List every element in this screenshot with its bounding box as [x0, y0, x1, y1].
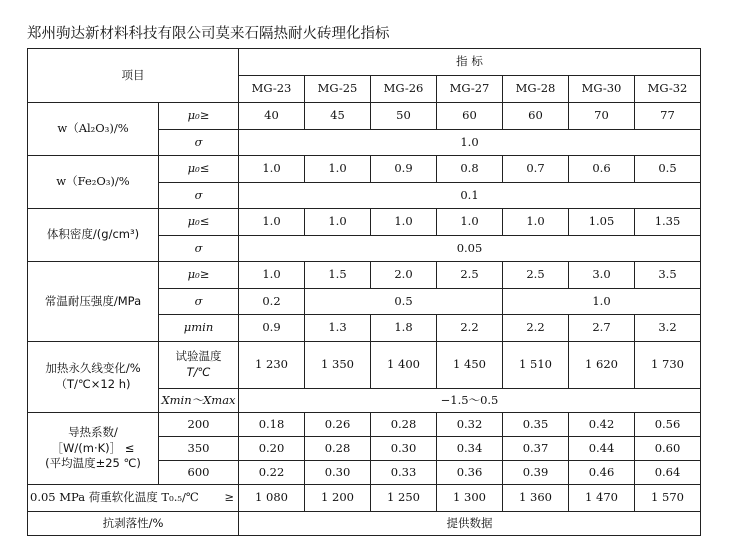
- value-cell: 1.5: [305, 262, 371, 289]
- value-cell: 1 080: [239, 485, 305, 512]
- refractoriness-symbol: ≥: [224, 490, 234, 505]
- fe2o3-sigma-value: 0.1: [239, 183, 701, 209]
- strength-sigma-value-b: 0.5: [305, 289, 503, 315]
- value-cell: 1 620: [569, 342, 635, 389]
- linear-test-temp-label: [159, 342, 239, 389]
- value-cell: 0.8: [437, 156, 503, 183]
- value-cell: 70: [569, 103, 635, 130]
- grade-header-cell: MG-23: [239, 76, 305, 103]
- conductivity-temp: 200: [159, 413, 239, 437]
- conductivity-row: [28, 413, 701, 437]
- strength-min-symbol: μmin: [159, 315, 239, 342]
- spec-table: [27, 48, 701, 536]
- al2o3-sigma-value: 1.0: [239, 130, 701, 156]
- value-cell: 0.37: [503, 437, 569, 461]
- value-cell: 3.5: [635, 262, 701, 289]
- value-cell: 0.22: [239, 461, 305, 485]
- value-cell: 77: [635, 103, 701, 130]
- value-cell: 0.36: [437, 461, 503, 485]
- value-cell: 0.28: [371, 413, 437, 437]
- value-cell: 0.32: [437, 413, 503, 437]
- strength-label: 常温耐压强度/MPa: [28, 262, 159, 342]
- value-cell: 1 350: [305, 342, 371, 389]
- value-cell: 1.0: [239, 209, 305, 236]
- value-cell: 2.7: [569, 315, 635, 342]
- strength-mu-row: [28, 262, 701, 289]
- grade-header-cell: MG-26: [371, 76, 437, 103]
- value-cell: 50: [371, 103, 437, 130]
- conductivity-label: [28, 413, 159, 485]
- value-cell: 1.35: [635, 209, 701, 236]
- value-cell: 0.35: [503, 413, 569, 437]
- document-title: 郑州驹达新材料科技有限公司莫来石隔热耐火砖理化指标: [27, 26, 390, 42]
- density-sigma-value: 0.05: [239, 236, 701, 262]
- value-cell: 1 300: [437, 485, 503, 512]
- value-cell: 60: [437, 103, 503, 130]
- value-cell: 1.0: [305, 156, 371, 183]
- linear-label: [28, 342, 159, 413]
- density-sigma-symbol: σ: [159, 236, 239, 262]
- spalling-label: 抗剥落性/%: [28, 512, 239, 536]
- value-cell: 0.26: [305, 413, 371, 437]
- strength-sigma-value-c: 1.0: [503, 289, 701, 315]
- spalling-row: [28, 512, 701, 536]
- value-cell: 0.56: [635, 413, 701, 437]
- value-cell: 3.2: [635, 315, 701, 342]
- value-cell: 0.20: [239, 437, 305, 461]
- strength-mu-symbol: μ₀≥: [159, 262, 239, 289]
- value-cell: 45: [305, 103, 371, 130]
- value-cell: 1 200: [305, 485, 371, 512]
- grade-header-cell: MG-28: [503, 76, 569, 103]
- value-cell: 1 230: [239, 342, 305, 389]
- linear-label-line1: 加热永久线变化/%: [45, 361, 141, 376]
- value-cell: 1.8: [371, 315, 437, 342]
- grade-header-cell: MG-32: [635, 76, 701, 103]
- al2o3-sigma-symbol: σ: [159, 130, 239, 156]
- value-cell: 1 470: [569, 485, 635, 512]
- grade-header-cell: MG-25: [305, 76, 371, 103]
- refractoriness-label: [28, 485, 239, 512]
- conductivity-temp: 600: [159, 461, 239, 485]
- value-cell: 1.0: [239, 156, 305, 183]
- linear-temp-row: [28, 342, 701, 389]
- value-cell: 0.9: [239, 315, 305, 342]
- value-cell: 2.5: [437, 262, 503, 289]
- value-cell: 0.42: [569, 413, 635, 437]
- linear-test-line1: 试验温度: [175, 349, 222, 364]
- refractoriness-row: [28, 485, 701, 512]
- value-cell: 0.46: [569, 461, 635, 485]
- spalling-value: 提供数据: [239, 512, 701, 536]
- value-cell: 2.5: [503, 262, 569, 289]
- value-cell: 0.7: [503, 156, 569, 183]
- value-cell: 0.30: [371, 437, 437, 461]
- refractoriness-label-text: 0.05 MPa 荷重软化温度 T₀.₅/℃: [30, 490, 199, 505]
- fe2o3-mu-row: [28, 156, 701, 183]
- conductivity-label-line1: 导热系数/: [68, 425, 118, 440]
- linear-range-value: −1.5～0.5: [239, 389, 701, 413]
- linear-label-line2: （T/℃×12 h): [55, 377, 131, 391]
- value-cell: 1 730: [635, 342, 701, 389]
- value-cell: 2.2: [503, 315, 569, 342]
- al2o3-label: w（Al₂O₃)/%: [28, 103, 159, 156]
- fe2o3-sigma-symbol: σ: [159, 183, 239, 209]
- grade-header-cell: MG-30: [569, 76, 635, 103]
- value-cell: 1 400: [371, 342, 437, 389]
- density-mu-row: [28, 209, 701, 236]
- value-cell: 1.3: [305, 315, 371, 342]
- value-cell: 0.18: [239, 413, 305, 437]
- value-cell: 1.0: [437, 209, 503, 236]
- conductivity-label-line3: (平均温度±25 ℃): [45, 456, 141, 471]
- fe2o3-label: w（Fe₂O₃)/%: [28, 156, 159, 209]
- grade-header-cell: MG-27: [437, 76, 503, 103]
- value-cell: 1 450: [437, 342, 503, 389]
- value-cell: 1.0: [371, 209, 437, 236]
- value-cell: 2.0: [371, 262, 437, 289]
- value-cell: 0.44: [569, 437, 635, 461]
- value-cell: 0.5: [635, 156, 701, 183]
- linear-range-symbol: Xmin～Xmax: [159, 389, 239, 413]
- fe2o3-mu-symbol: μ₀≤: [159, 156, 239, 183]
- value-cell: 2.2: [437, 315, 503, 342]
- value-cell: 0.28: [305, 437, 371, 461]
- value-cell: 0.64: [635, 461, 701, 485]
- value-cell: 1.0: [305, 209, 371, 236]
- value-cell: 1.0: [503, 209, 569, 236]
- density-mu-symbol: μ₀≤: [159, 209, 239, 236]
- value-cell: 1 250: [371, 485, 437, 512]
- value-cell: 1 510: [503, 342, 569, 389]
- value-cell: 0.6: [569, 156, 635, 183]
- strength-sigma-symbol: σ: [159, 289, 239, 315]
- al2o3-mu-row: [28, 103, 701, 130]
- conductivity-temp: 350: [159, 437, 239, 461]
- header-index-cell: 指 标: [239, 49, 701, 76]
- value-cell: 1 360: [503, 485, 569, 512]
- value-cell: 1.0: [239, 262, 305, 289]
- value-cell: 3.0: [569, 262, 635, 289]
- value-cell: 0.9: [371, 156, 437, 183]
- strength-sigma-value-a: 0.2: [239, 289, 305, 315]
- value-cell: 0.60: [635, 437, 701, 461]
- value-cell: 60: [503, 103, 569, 130]
- value-cell: 1.05: [569, 209, 635, 236]
- value-cell: 0.33: [371, 461, 437, 485]
- value-cell: 1 570: [635, 485, 701, 512]
- value-cell: 0.39: [503, 461, 569, 485]
- value-cell: 0.34: [437, 437, 503, 461]
- al2o3-mu-symbol: μ₀≥: [159, 103, 239, 130]
- value-cell: 40: [239, 103, 305, 130]
- header-item-cell: 项目: [28, 49, 239, 103]
- conductivity-label-line2: ［W/(m·K)］ ≤: [51, 440, 135, 455]
- density-label: 体积密度/(g/cm³): [28, 209, 159, 262]
- linear-test-line2: T/℃: [186, 365, 211, 379]
- value-cell: 0.30: [305, 461, 371, 485]
